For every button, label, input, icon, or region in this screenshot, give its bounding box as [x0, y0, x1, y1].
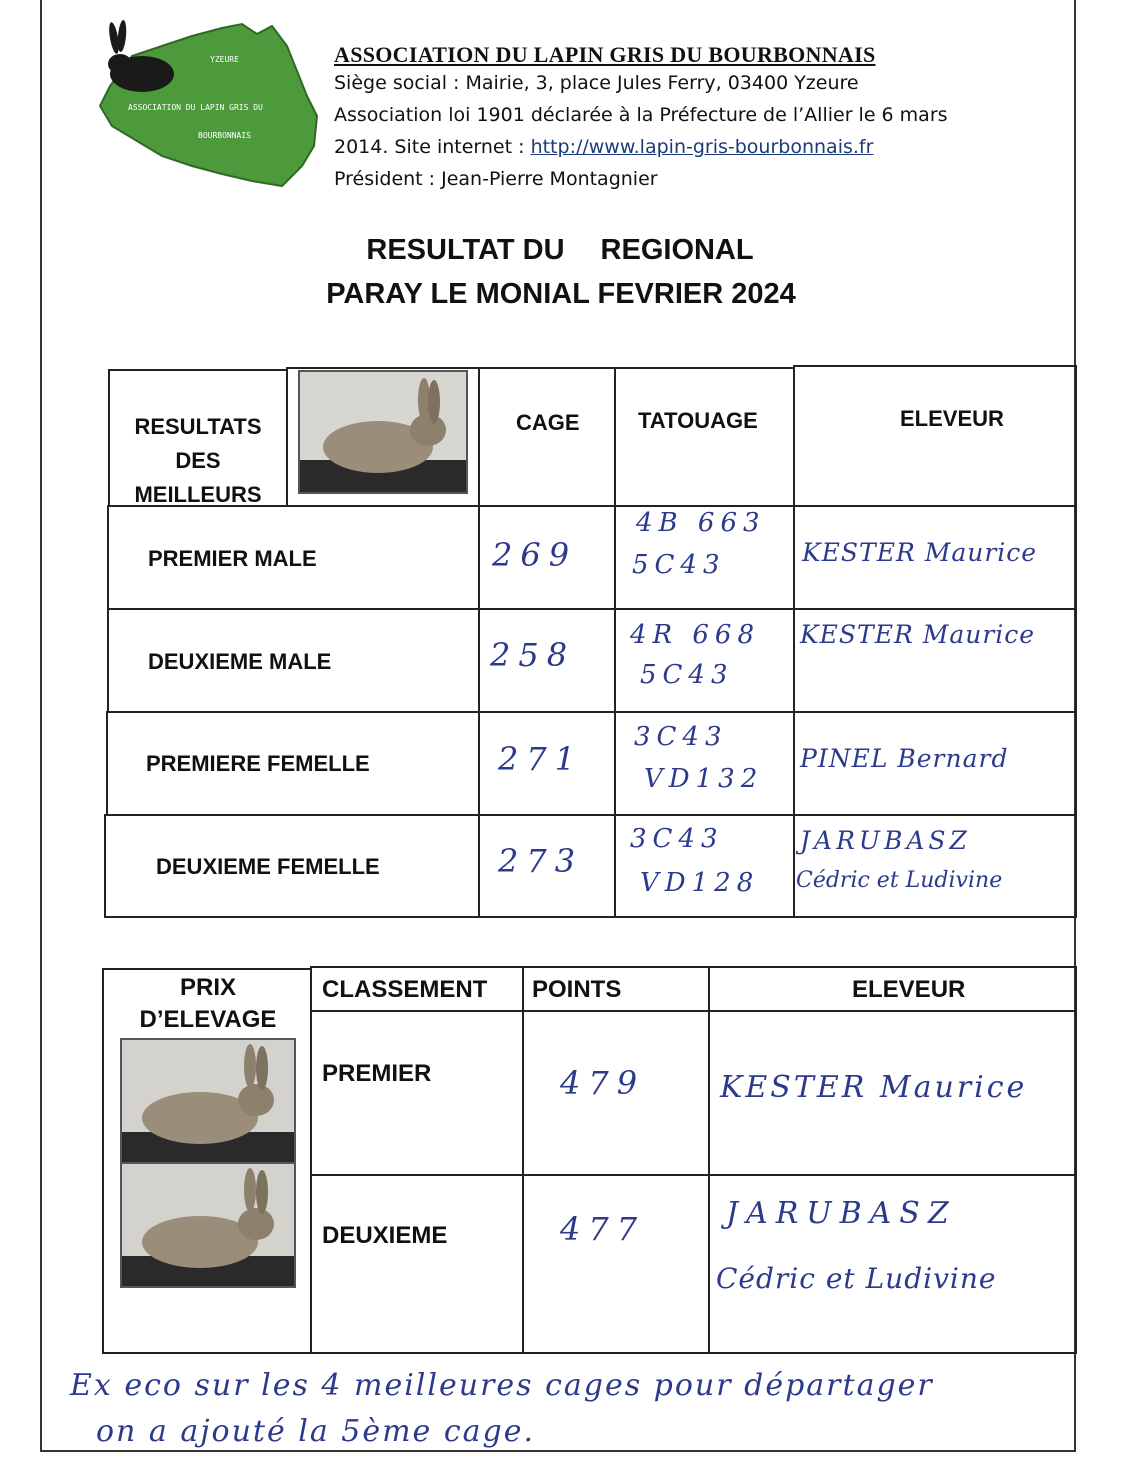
tatouage-value-1: 3C43 — [630, 824, 724, 854]
eleveur-value: KESTER Maurice — [720, 1070, 1028, 1105]
tatouage-value-1: 4R 668 — [630, 620, 761, 650]
president-line: Président : Jean-Pierre Montagnier — [334, 168, 658, 190]
corner-label-line1: RESULTATS — [134, 414, 262, 439]
title-part-b: REGIONAL — [600, 234, 754, 266]
cage-value: 271 — [498, 740, 584, 778]
classement-cell — [310, 1010, 524, 1176]
rabbit-photo — [120, 1038, 296, 1164]
handwritten-note-line1: Ex eco sur les 4 meilleures cages pour départager — [70, 1368, 934, 1403]
points-value: 477 — [560, 1210, 646, 1248]
cage-header-cell — [478, 367, 616, 507]
tatouage-value-2: 5C43 — [632, 550, 726, 580]
tatouage-value-1: 4B 663 — [636, 508, 766, 538]
eleveur-value: PINEL Bernard — [800, 744, 1009, 773]
rabbit-photo — [298, 370, 468, 494]
points-cell — [522, 1174, 710, 1354]
title-part-a: RESULTAT DU — [366, 234, 565, 266]
logo-town-text: YZEURE — [210, 55, 239, 64]
tatouage-value-2: 5C43 — [640, 660, 734, 690]
tatouage-value-2: VD128 — [640, 868, 760, 898]
page-title-line2: PARAY LE MONIAL FEVRIER 2024 — [326, 278, 796, 310]
row-label: DEUXIEME MALE — [148, 649, 332, 674]
cage-value: 269 — [492, 536, 578, 574]
row-label: PREMIER MALE — [148, 546, 317, 571]
website-link[interactable]: http://www.lapin-gris-bourbonnais.fr — [530, 136, 874, 158]
cage-value: 258 — [490, 636, 576, 674]
classement-header: CLASSEMENT — [322, 976, 488, 1003]
eleveur-value: KESTER Maurice — [800, 620, 1036, 649]
eleveur-header-cell — [793, 365, 1077, 507]
page-title-line1 — [0, 234, 1120, 267]
cage-value: 273 — [498, 842, 584, 880]
eleveur-header: ELEVEUR — [900, 406, 1004, 431]
tatouage-value-2: VD132 — [644, 764, 764, 794]
eleveur-header: ELEVEUR — [852, 976, 966, 1003]
eleveur-value: JARUBASZ — [800, 826, 971, 855]
row-label: PREMIERE FEMELLE — [146, 751, 370, 776]
website-line — [334, 136, 873, 158]
cage-header: CAGE — [516, 410, 580, 435]
results-corner-label — [112, 410, 284, 512]
eleveur-value-2: Cédric et Ludivine — [716, 1262, 997, 1295]
classement-cell — [310, 1174, 524, 1354]
corner-label-line3: MEILLEURS — [134, 482, 262, 507]
tatouage-header: TATOUAGE — [638, 408, 758, 433]
points-header: POINTS — [532, 976, 622, 1003]
prize-label-line1: PRIX — [179, 974, 236, 1001]
row-label: DEUXIEME FEMELLE — [156, 854, 380, 879]
declaration-line: Association loi 1901 déclarée à la Préfecture de l’Allier le 6 mars — [334, 104, 948, 126]
association-logo — [92, 16, 322, 196]
eleveur-value: JARUBASZ — [726, 1196, 957, 1231]
tatouage-header-cell — [614, 367, 795, 507]
classement-value: DEUXIEME — [322, 1222, 448, 1249]
handwritten-note-line2: on a ajouté la 5ème cage. — [96, 1414, 536, 1449]
classement-value: PREMIER — [322, 1060, 432, 1087]
association-name: ASSOCIATION DU LAPIN GRIS DU BOURBONNAIS — [334, 42, 876, 67]
corner-label-line2: DES — [175, 448, 221, 473]
logo-region-text: BOURBONNAIS — [198, 131, 251, 140]
head-office-line: Siège social : Mairie, 3, place Jules Ferry, 03400 Yzeure — [334, 72, 859, 94]
prize-label-line2: D’ELEVAGE — [139, 1006, 277, 1033]
logo-association-text: ASSOCIATION DU LAPIN GRIS DU — [128, 103, 263, 112]
points-value: 479 — [560, 1064, 646, 1102]
website-prefix: 2014. Site internet : — [334, 136, 531, 158]
tatouage-value-1: 3C43 — [634, 722, 728, 752]
eleveur-value: KESTER Maurice — [802, 538, 1038, 567]
prize-corner-label — [104, 972, 312, 1036]
rabbit-photo — [120, 1162, 296, 1288]
eleveur-value-2: Cédric et Ludivine — [796, 868, 1003, 893]
